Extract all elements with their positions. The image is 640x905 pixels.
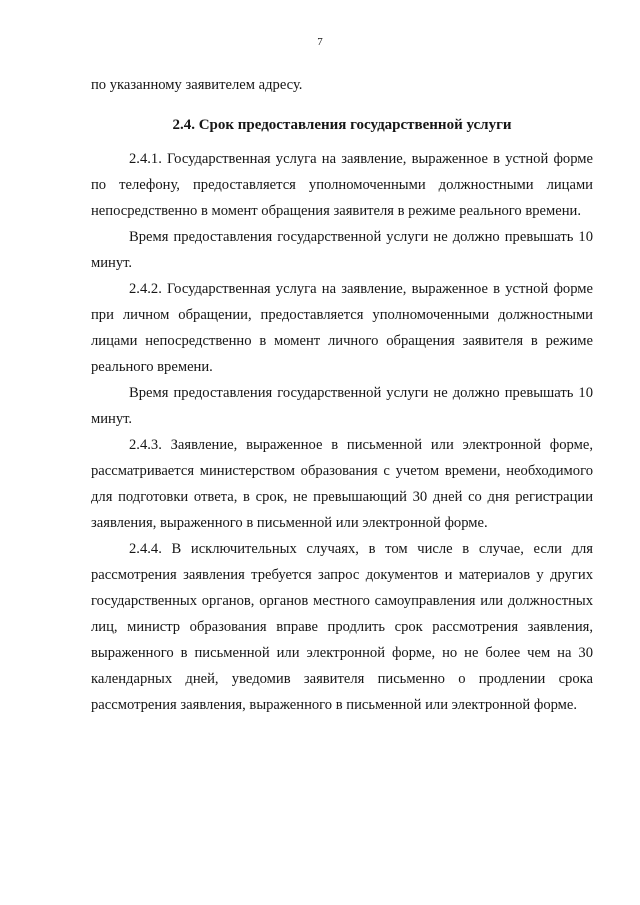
section-heading-block	[91, 112, 593, 138]
paragraph-time-limit-1: Время предоставления государственной услуги не должно превышать 10 минут.	[91, 229, 593, 271]
section-body	[91, 146, 593, 718]
continuation-text-block	[91, 72, 593, 98]
paragraph-2-4-1: 2.4.1. Государственная услуга на заявление, выраженное в устной форме по телефону, предоставляется уполномоченными должностными лицами непосредственно в момент обращения заявителя в режиме реального времени.	[91, 151, 593, 219]
paragraph-2-4-3: 2.4.3. Заявление, выраженное в письменной или электронной форме, рассматривается министерством образования с учетом времени, необходимого для подготовки ответа, в срок, не превышающий 30 дней со дня регистрации заявления, выраженного в письменной или электронной форме.	[91, 437, 593, 531]
paragraph-2-4-4: 2.4.4. В исключительных случаях, в том числе в случае, если для рассмотрения заявления требуется запрос документов и материалов у других государственных органов, органов местного самоуправления или должностных лиц, министр образования вправе продлить срок рассмотрения заявления, выраженного в письменной или электронной форме, но не более чем на 30 календарных дней, уведомив заявителя письменно о продлении срока рассмотрения заявления, выраженного в письменной или электронной форме.	[91, 541, 593, 713]
paragraph-time-limit-2: Время предоставления государственной услуги не должно превышать 10 минут.	[91, 385, 593, 427]
section-heading: 2.4. Срок предоставления государственной услуги	[172, 117, 512, 133]
page-number: 7	[317, 36, 323, 48]
paragraph-2-4-2: 2.4.2. Государственная услуга на заявление, выраженное в устной форме при личном обращении, предоставляется уполномоченными должностными лицами непосредственно в момент личного обращения заявителя в режиме реального времени.	[91, 281, 593, 375]
continuation-paragraph: по указанному заявителем адресу.	[91, 77, 303, 93]
